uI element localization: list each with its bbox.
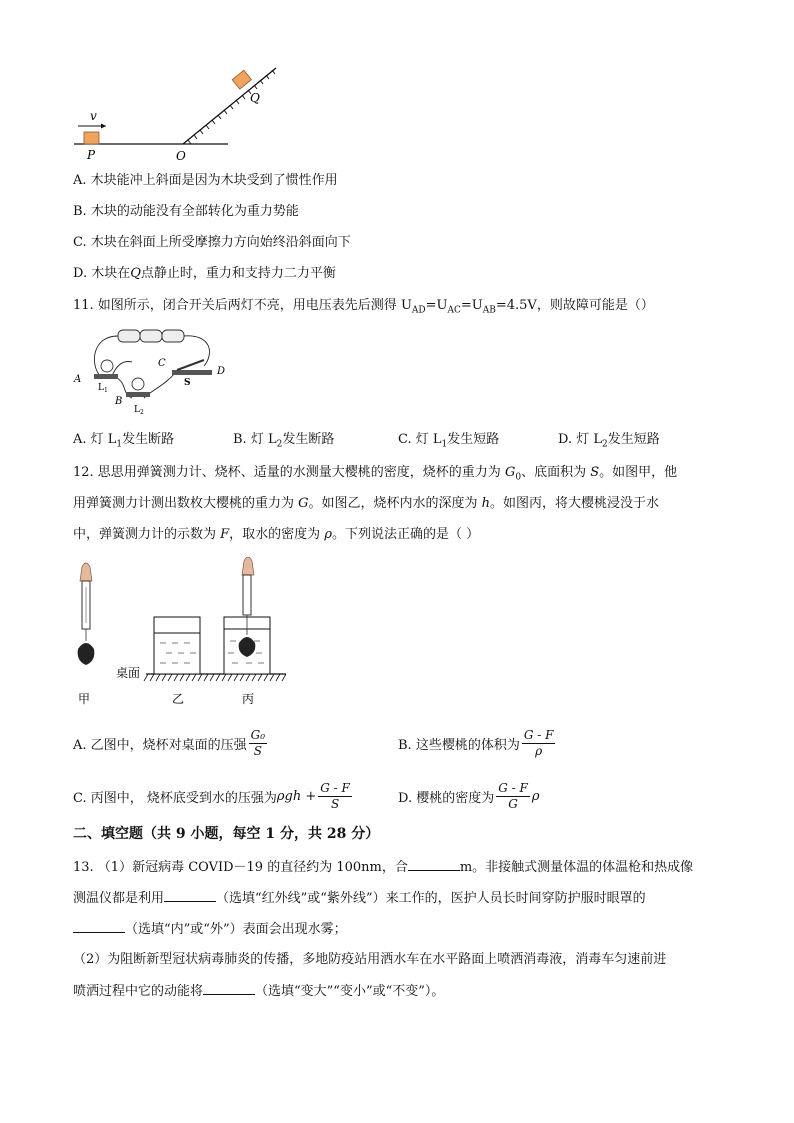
label-jia: 甲 [78, 692, 91, 706]
switch-s [172, 360, 212, 375]
circuit-figure [72, 324, 232, 419]
section-title: 二、填空题（共 9 小题，每空 1 分，共 28 分） [73, 826, 380, 842]
incline-figure [70, 62, 285, 164]
q12-option-a: A. 乙图中，烧杯对桌面的压强 $\frac{\text{G₀}}{S}$ [73, 728, 266, 758]
label-desk: 桌面 [116, 666, 141, 680]
label-c: C [158, 358, 166, 369]
q13-line5: 喷洒过程中它的动能将 （选填“变大”“变小”或“不变”）。 [73, 984, 445, 999]
q13-line4: （2）为阻断新型冠状病毒肺炎的传播，多地防疫站用洒水车在水平路面上喷洒消毒液，消毒车匀速前进 [73, 952, 667, 967]
label-d: D [217, 366, 226, 377]
q13-line3: （选填“内”或“外”）表面会出现水雾； [73, 920, 347, 939]
q10-d-post: 点静止时，重力和支持力二力平衡 [140, 266, 336, 281]
q10-option-c: C. 木块在斜面上所受摩擦力方向始终沿斜面向下 [73, 235, 351, 250]
block-q [232, 70, 251, 89]
q10-d-var: Q [130, 266, 141, 281]
q11-option-d: D. 灯 $L_2$发生短路 [558, 432, 660, 450]
battery-pack [118, 330, 184, 342]
beaker-bing [224, 557, 270, 674]
label-l1: $L_1$ [98, 383, 108, 394]
block-p [84, 132, 99, 144]
label-b: B [115, 396, 123, 407]
label-s: S [184, 378, 191, 388]
label-l2: $L_2$ [134, 405, 144, 416]
label-yi: 乙 [172, 692, 185, 706]
beaker-yi [154, 617, 200, 674]
bulb-l1 [94, 360, 118, 379]
q11-sub-ad: AD [411, 305, 426, 316]
q10-d-pre: D. 木块在 [73, 266, 131, 281]
q11-stem-post: =4.5V，则故障可能是（） [495, 298, 654, 313]
q12-stem-line3: 中，弹簧测力计的示数为 F，取水的密度为 ρ。下列说法正确的是（ ） [73, 527, 480, 542]
q13-line2: 测温仪都是利用 （选填“红外线”或“紫外线”）来工作的，医护人员长时间穿防护服时眼罩的 [73, 891, 646, 906]
q12-option-d: D. 樱桃的密度为 $\frac{G - F}{G}$ ρ [398, 781, 540, 811]
label-v: v [90, 109, 97, 123]
q11-option-c: C. 灯 $L_1$发生短路 [398, 432, 500, 450]
q11-stem-pre: 11. 如图所示，闭合开关后两灯不亮，用电压表先后测得 U [73, 298, 412, 313]
bulb-l2 [126, 378, 150, 397]
q12-option-c: C. 丙图中， 烧杯底受到水的压强为ρgh + $\frac{G - F}{S}$ [73, 781, 350, 811]
q12-stem-line1: 12. 思思用弹簧测力计、烧杯、适量的水测量大樱桃的密度，烧杯的重力为 $G_0$、底面积为 S。如图甲，他 [73, 465, 678, 483]
q11-sub-ac: AC [447, 305, 461, 316]
spring-scale-jia [78, 563, 95, 665]
cherry-figure [68, 557, 298, 712]
q10-option-d [73, 265, 336, 283]
q11-eq2: =U [460, 298, 483, 313]
q11-eq1: =U [425, 298, 448, 313]
q13-line1: 13. （1）新冠病毒 COVID－19 的直径约为 100nm，合 m。非接触式测量体温的体温枪和热成像 [73, 860, 694, 875]
q11-sub-ab: AB [482, 305, 496, 316]
q12-option-b: B. 这些樱桃的体积为 $\frac{G - F}{\rho}$ [398, 728, 554, 758]
q12-stem-line2: 用弹簧测力计测出数枚大樱桃的重力为 G。如图乙，烧杯内水的深度为 h。如图丙，将大樱桃浸没于水 [73, 496, 660, 511]
q11-option-a: A. 灯 $L_1$发生断路 [73, 432, 175, 450]
label-a: A [74, 374, 82, 385]
label-o: O [176, 149, 186, 163]
label-p: P [87, 148, 96, 162]
q10-option-b: B. 木块的动能没有全部转化为重力势能 [73, 204, 299, 219]
label-bing: 丙 [242, 692, 255, 706]
q10-option-a: A. 木块能冲上斜面是因为木块受到了惯性作用 [73, 173, 338, 188]
q11-option-b: B. 灯 $L_2$发生断路 [233, 432, 335, 450]
label-q: Q [250, 91, 260, 105]
q11-stem [73, 297, 654, 320]
